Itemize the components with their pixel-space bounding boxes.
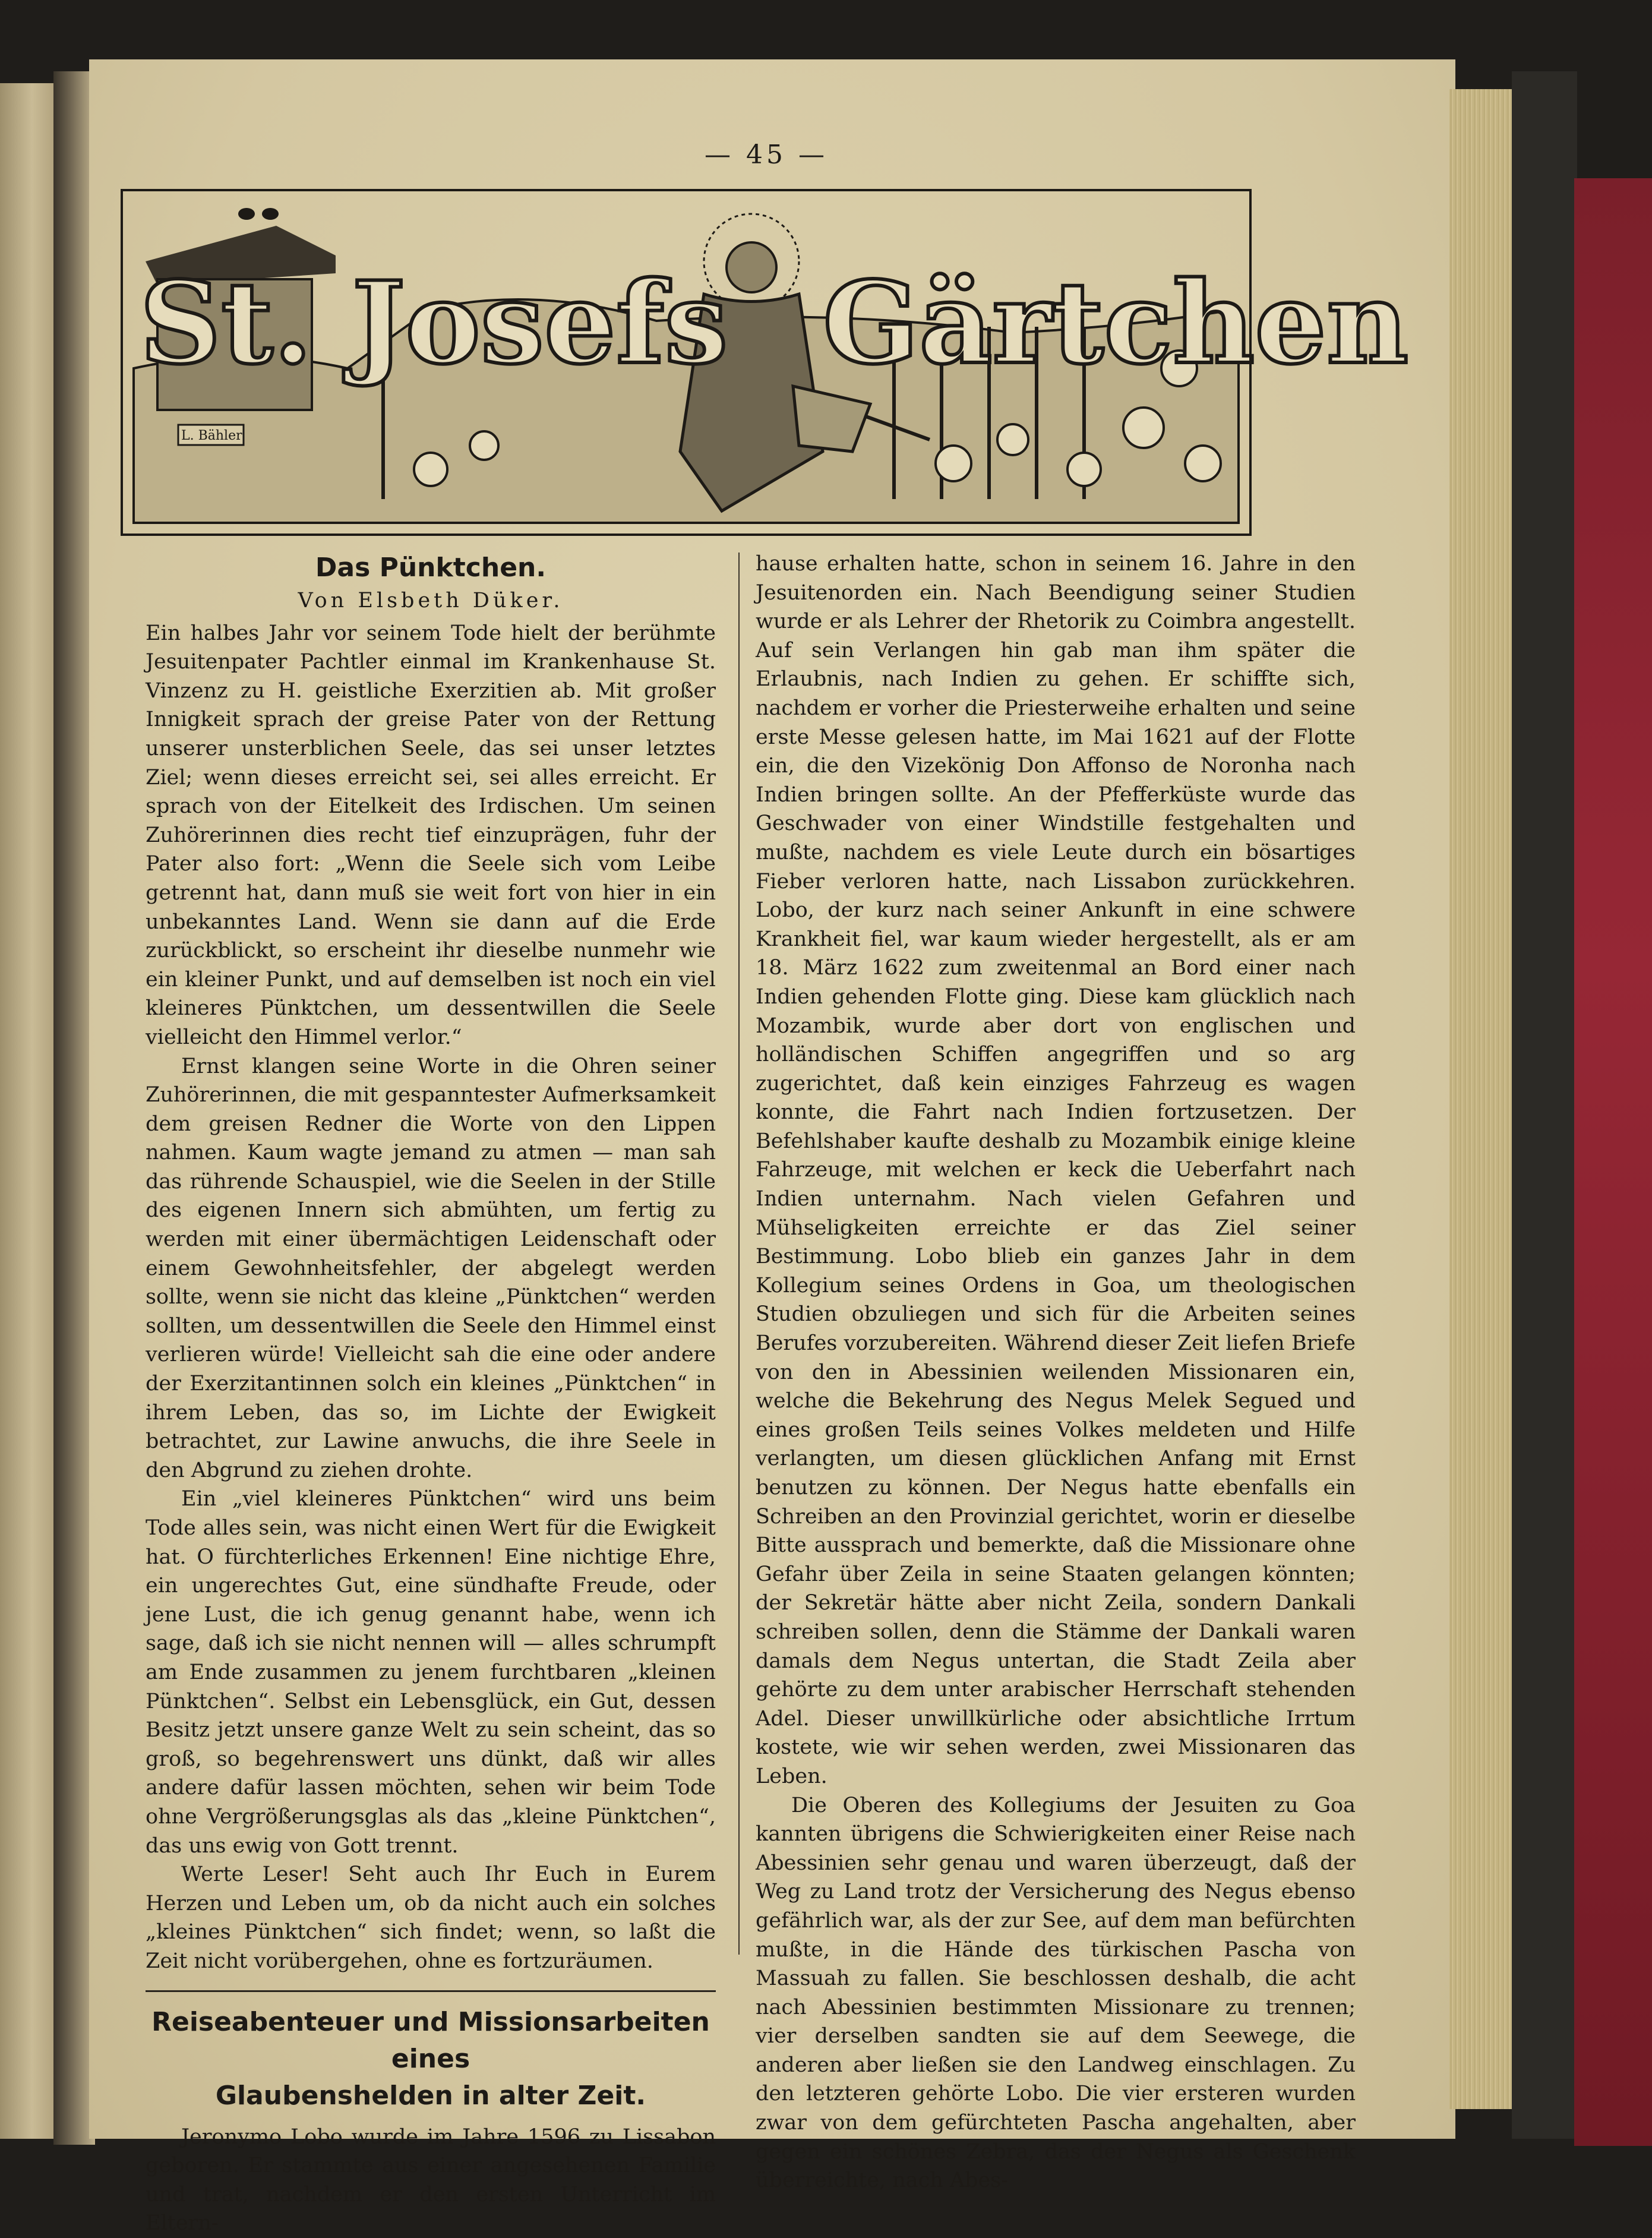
section-divider <box>146 1990 716 1992</box>
article-paragraph: Jeronymo Lobo wurde im Jahre 1596 zu Lissabon geboren. Er stammte aus einer angesehenen Familie und trat, nachdem er den ersten Unterricht im Eltern- <box>146 2125 716 2236</box>
red-cover-cloth <box>1574 178 1652 2146</box>
svg-text:L. Bähler: L. Bähler <box>181 428 242 443</box>
left-page-edge <box>0 83 53 2139</box>
cover-edge <box>1512 71 1577 2139</box>
header-banner-illustration <box>122 190 1409 535</box>
page-number: — 45 — <box>705 140 828 170</box>
article-paragraph: Ein „viel kleineres Pünktchen“ wird uns beim Tode alles sein, was nicht einen Wert für die Ewigkeit hat. O fürchterliches Erkennen! Eine nichtige Ehre, ein ungerechtes Gut, eine sündhafte Freude, oder jene Lust, die ich genug genannt habe, wenn ich sage, daß ich sie nicht nennen will — alles schrumpft am Ende zusammen zu jenem furchtbaren „kleinen Pünktchen“. Selbst ein Lebensglück, ein Gut, dessen Besitz jetzt unsere ganze Welt zu sein scheint, das so groß, so begehrenswert uns dünkt, daß wir alles andere dafür lassen möchten, sehen wir beim Tode ohne Vergrößerungsglas als das „kleine Pünktchen“, das uns ewig von Gott trennt. <box>146 1487 716 1858</box>
article-paragraph: Werte Leser! Seht auch Ihr Euch in Eurem Herzen und Leben um, ob da nicht auch ein solches „kleines Pünktchen“ sich findet; wenn, so laßt die Zeit nicht vorübergehen, ohne es fortzuräumen. <box>146 1863 716 1973</box>
article-title: Glaubenshelden in alter Zeit. <box>215 2080 646 2111</box>
banner-title-part1: St. Josefs <box>140 257 728 389</box>
article-byline: Von Elsbeth Düker. <box>298 589 564 613</box>
article-paragraph: Die Oberen des Kollegiums der Jesuiten zu Goa kannten übrigens die Schwierigkeiten einer Reise nach Abessinien sehr genau und waren überzeugt, daß der Weg zu Land trotz der Versicherung des Negus ebenso gefährlich war, als der zur See, auf dem man befürchten mußte, in die Hände des türkischen Pascha von Massuah zu fallen. Sie beschlossen deshalb, die acht nach Abessinien bestimmten Missionare zu trennen; vier derselben sandten sie auf dem Seewege, die anderen aber ließen sie den Landweg einschlagen. Zu den letzteren gehörte Lobo. Die vier ersteren wurden zwar von dem gefürchteten Pascha angehalten, aber gegen ein schönes Zebra, das der Negus als Geschenk überreichte, nach Abes- <box>756 1793 1356 2193</box>
left-column <box>146 550 716 2238</box>
column-divider <box>738 553 740 1955</box>
page-edges-stack <box>1449 89 1515 2109</box>
article-title: Das Pünktchen. <box>315 553 547 583</box>
article-paragraph: Ein halbes Jahr vor seinem Tode hielt der berühmte Jesuitenpater Pachtler einmal im Krankenhause St. Vinzenz zu H. geistliche Exerzitien ab. Mit großer Innigkeit sprach der greise Pater von der Rettung unserer unsterblichen Seele, das sei unser letztes Ziel; wenn dieses erreicht sei, sei alles erreicht. Er sprach von der Eitelkeit des Irdischen. Um seinen Zuhörerinnen dies recht tief einzuprägen, fuhr der Pater also fort: „Wenn die Seele sich vom Leibe getrennt hat, dann muß sie weit fort von hier in ein unbekanntes Land. Wenn sie dann auf die Erde zurückblickt, so erscheint ihr dieselbe nunmehr wie ein kleiner Punkt, und auf demselben ist noch ein viel kleineres Pünktchen, um dessentwillen die Seele vielleicht den Himmel verlor.“ <box>146 621 716 1049</box>
banner-title-part2: Gärtchen <box>823 257 1409 389</box>
right-column <box>756 550 1356 2195</box>
article-paragraph: Ernst klangen seine Worte in die Ohren seiner Zuhörerinnen, die mit gespanntester Aufmerksamkeit dem greisen Redner die Worte von den Lippen nahmen. Kaum wagte jemand zu atmen — man sah das rührende Schauspiel, wie die Seelen in der Stille des eigenen Innern sich abmühten, um fertig zu werden mit einer übermächtigen Leidenschaft oder einem Gewohnheitsfehler, der abgelegt werden sollte, wenn sie nicht das kleine „Pünktchen“ werden sollten, um dessentwillen die Seele den Himmel einst verlieren würde! Vielleicht sah die eine oder andere der Exerzitantinnen solch ein kleines „Pünktchen“ in ihrem Leben, das so, im Lichte der Ewigkeit betrachtet, zur Lawine anwuchs, die ihre Seele in den Abgrund zu ziehen drohte. <box>146 1054 716 1482</box>
article-paragraph: hause erhalten hatte, schon in seinem 16. Jahre in den Jesuitenorden ein. Nach Beendigung seiner Studien wurde er als Lehrer der Rhetorik zu Coimbra angestellt. Auf sein Verlangen hin gab man ihm später die Erlaubnis, nach Indien zu gehen. Er schiffte sich, nachdem er vorher die Priesterweihe erhalten und seine erste Messe gelesen hatte, im Mai 1621 auf der Flotte ein, die den Vizekönig Don Affonso de Noronha nach Indien bringen sollte. An der Pfefferküste wurde das Geschwader von einer Windstille festgehalten und mußte, nachdem es viele Leute durch ein bösartiges Fieber verloren hatte, nach Lissabon zurückkehren. Lobo, der kurz nach seiner Ankunft in eine schwere Krankheit fiel, war kaum wieder hergestellt, als er am 18. März 1622 zum zweitenmal an Bord einer nach Indien gehenden Flotte ging. Diese kam glücklich nach Mozambik, wurde aber dort von englischen und holländischen Schiffen angegriffen und so arg zugerichtet, daß kein einziges Fahrzeug es wagen konnte, die Fahrt nach Indien fortzusetzen. Der Befehlshaber kaufte deshalb zu Mozambik einige kleine Fahrzeuge, mit welchen er keck die Ueberfahrt nach Indien unternahm. Nach vielen Gefahren und Mühseligkeiten erreichte er das Ziel seiner Bestimmung. Lobo blieb ein ganzes Jahr in dem Kollegium seines Ordens in Goa, um theologischen Studien obzuliegen und sich für die Arbeiten seines Berufes vorzubereiten. Während dieser Zeit liefen Briefe von den in Abessinien weilenden Missionaren ein, welche die Bekehrung des Negus Melek Segued und eines großen Teils seines Volkes meldeten und Hilfe verlangten, um diesen glücklichen Anfang mit Ernst benutzen zu können. Der Negus hatte ebenfalls ein Schreiben an den Provinzial gerichtet, worin er dieselbe Bitte aussprach und bemerkte, daß die Missionare ohne Gefahr über Zeila in seine Staaten gelangen könnten; der Sekretär hätte aber nicht Zeila, sondern Dankali schreiben sollen, denn die Stämme der Dankali waren damals dem Negus untertan, die Stadt Zeila aber gehörte zu dem unter arabischer Herrschaft stehenden Adel. Dieser unwillkürliche oder absichtliche Irrtum kostete, wie wir sehen werden, zwei Missionaren das Leben. <box>756 552 1356 1788</box>
article-title: Reiseabenteuer und Missionsarbeiten eines <box>151 2006 710 2074</box>
